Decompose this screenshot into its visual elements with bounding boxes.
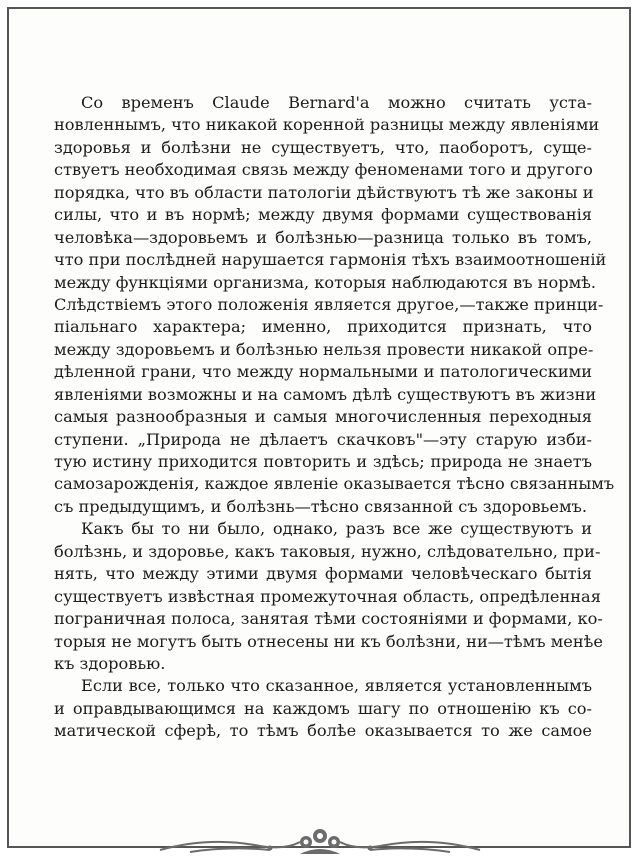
text-line: что при послѣдней нарушается гармонія тѣхъ взаимоотношеній	[54, 250, 607, 270]
text-line: самыя разнообразныя и самыя многочисленныя переходныя	[54, 407, 592, 427]
text-line: новленнымъ, что никакой коренной разницы между явленіями	[54, 115, 600, 135]
text-line: болѣзнь, и здоровье, какъ таковыя, нужно, слѣдовательно, при-	[54, 541, 601, 561]
text-line: явленіями возможны и на самомъ дѣлѣ существуютъ въ жизни	[54, 384, 597, 404]
text-line: здоровья и болѣзни не существуетъ, что, паоборотъ, суще-	[54, 137, 592, 157]
text-line: и оправдывающимся на каждомъ шагу по отношенію къ со-	[54, 698, 592, 718]
text-line: матической сферѣ, то тѣмъ болѣе оказывается то же самое	[54, 721, 592, 741]
text-line: существуетъ извѣстная промежуточная область, опредѣленная	[54, 586, 601, 606]
text-line: ступени. „Природа не дѣлаетъ скачковъ"—эту старую изби-	[54, 429, 592, 449]
text-line: порядка, что въ области патологіи дѣйствуютъ тѣ же законы и	[54, 182, 594, 202]
document-body	[54, 92, 615, 743]
text-line: Какъ бы то ни было, однако, разъ все же существуютъ и	[81, 519, 592, 539]
text-line: между здоровьемъ и болѣзнью нельзя провести никакой опре-	[54, 339, 594, 359]
text-line: тую истину приходится повторить и здѣсь; природа не знаетъ	[54, 452, 592, 471]
text-line: самозарожденія, каждое явленіе оказывается тѣсно связаннымъ	[54, 474, 615, 494]
text-line: Если все, только что сказанное, является установленнымъ	[81, 676, 592, 696]
text-line: Слѣдствіемъ этого положенія является другое,—также принци-	[54, 294, 604, 314]
text-line: піальнаго характера; именно, приходится признать, что	[54, 317, 592, 337]
text-line: человѣка—здоровьемъ и болѣзнью—разница только въ томъ,	[54, 227, 592, 247]
text-line: дѣленной грани, что между нормальными и патологическими	[54, 362, 592, 382]
text-line: пограничная полоса, занятая тѣми состояніями и формами, ко-	[54, 609, 603, 629]
text-line: съ предыдущимъ, и болѣзнь—тѣсно связанной съ здоровьемъ.	[54, 496, 587, 516]
text-line: Со временъ Claude Bernard'а можно считать уста-	[81, 93, 592, 112]
text-line: торыя не могутъ быть отнесены ни къ болѣзни, ни—тѣмъ менѣе	[54, 631, 603, 651]
text-line: ствуетъ необходимая связь между феноменами того и другого	[54, 160, 593, 180]
text-line: между функціями организма, которыя наблюдаются въ нормѣ.	[54, 272, 597, 292]
text-line: нять, что между этими двумя формами человѣческаго бытія	[54, 564, 592, 584]
text-line: къ здоровью.	[54, 653, 166, 673]
floral-divider-ornament-icon	[150, 824, 490, 857]
text-line: силы, что и въ нормѣ; между двумя формами существованія	[54, 205, 592, 225]
